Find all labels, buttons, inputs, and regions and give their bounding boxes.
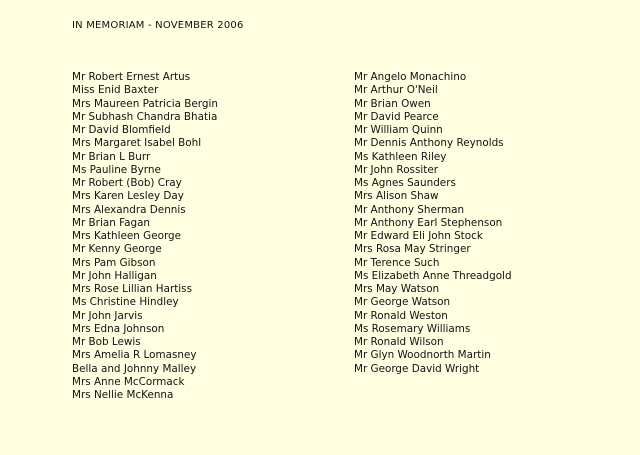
right-name-column [354,71,512,376]
list-item: Ms Kathleen Riley [354,150,447,163]
list-item: Mr Brian Owen [354,97,431,110]
list-item: Mr William Quinn [354,124,443,136]
list-item: Mrs Nellie McKenna [72,389,174,401]
list-item: Mr George David Wright [354,362,480,375]
list-item: Mr Robert (Bob) Cray [72,177,182,189]
list-item: Mr Subhash Chandra Bhatia [72,110,218,123]
list-item: Mrs Pam Gibson [72,256,156,269]
list-item: Mr Terence Such [354,256,440,269]
list-item: Mrs Maureen Patricia Bergin [72,97,218,110]
list-item: Ms Elizabeth Anne Threadgold [354,269,512,282]
list-item: Ms Pauline Byrne [72,163,161,176]
list-item: Mrs Alison Shaw [354,190,439,203]
list-item: Bella and Johnny Malley [72,362,197,375]
list-item: Mr John Halligan [72,269,157,282]
list-item: Mrs Edna Johnson [72,322,165,335]
list-item: Mrs Alexandra Dennis [72,203,186,216]
list-item: Mrs Rose Lillian Hartiss [72,283,193,295]
list-item: Mrs May Watson [354,283,440,295]
list-item: Ms Rosemary Williams [354,322,471,335]
list-item: Mrs Kathleen George [72,230,182,242]
list-item: Mr Kenny George [72,243,162,256]
list-item: Mrs Anne McCormack [72,375,185,388]
list-item: Mr Angelo Monachino [354,71,467,83]
list-item: Mr John Rossiter [354,163,438,176]
list-item: Mr Anthony Sherman [354,203,465,216]
page-title: IN MEMORIAM - NOVEMBER 2006 [72,20,244,31]
list-item: Mr John Jarvis [72,309,143,322]
list-item: Ms Agnes Saunders [354,177,456,189]
list-item: Mr Ronald Weston [354,309,448,322]
list-item: Mrs Rosa May Stringer [354,243,471,256]
list-item: Mr Anthony Earl Stephenson [354,216,503,229]
list-item: Mr David Blomfield [72,124,171,136]
list-item: Mr Arthur O'Neil [354,84,438,97]
list-item: Ms Christine Hindley [72,296,179,309]
list-item: Mrs Amelia R Lomasney [72,349,197,362]
list-item: Mr Brian Fagan [72,216,151,229]
list-item: Mr Edward Eli John Stock [354,230,483,242]
list-item: Mrs Margaret Isabel Bohl [72,137,202,150]
list-item: Miss Enid Baxter [72,84,159,97]
list-item: Mrs Karen Lesley Day [72,190,184,203]
list-item: Mr Robert Ernest Artus [72,71,191,83]
list-item: Mr Ronald Wilson [354,336,444,348]
list-item: Mr Brian L Burr [72,150,151,163]
list-item: Mr Dennis Anthony Reynolds [354,137,504,150]
list-item: Mr David Pearce [354,110,439,123]
left-name-column [72,71,218,402]
list-item: Mr Glyn Woodnorth Martin [354,349,491,362]
list-item: Mr George Watson [354,296,451,309]
list-item: Mr Bob Lewis [72,336,141,348]
